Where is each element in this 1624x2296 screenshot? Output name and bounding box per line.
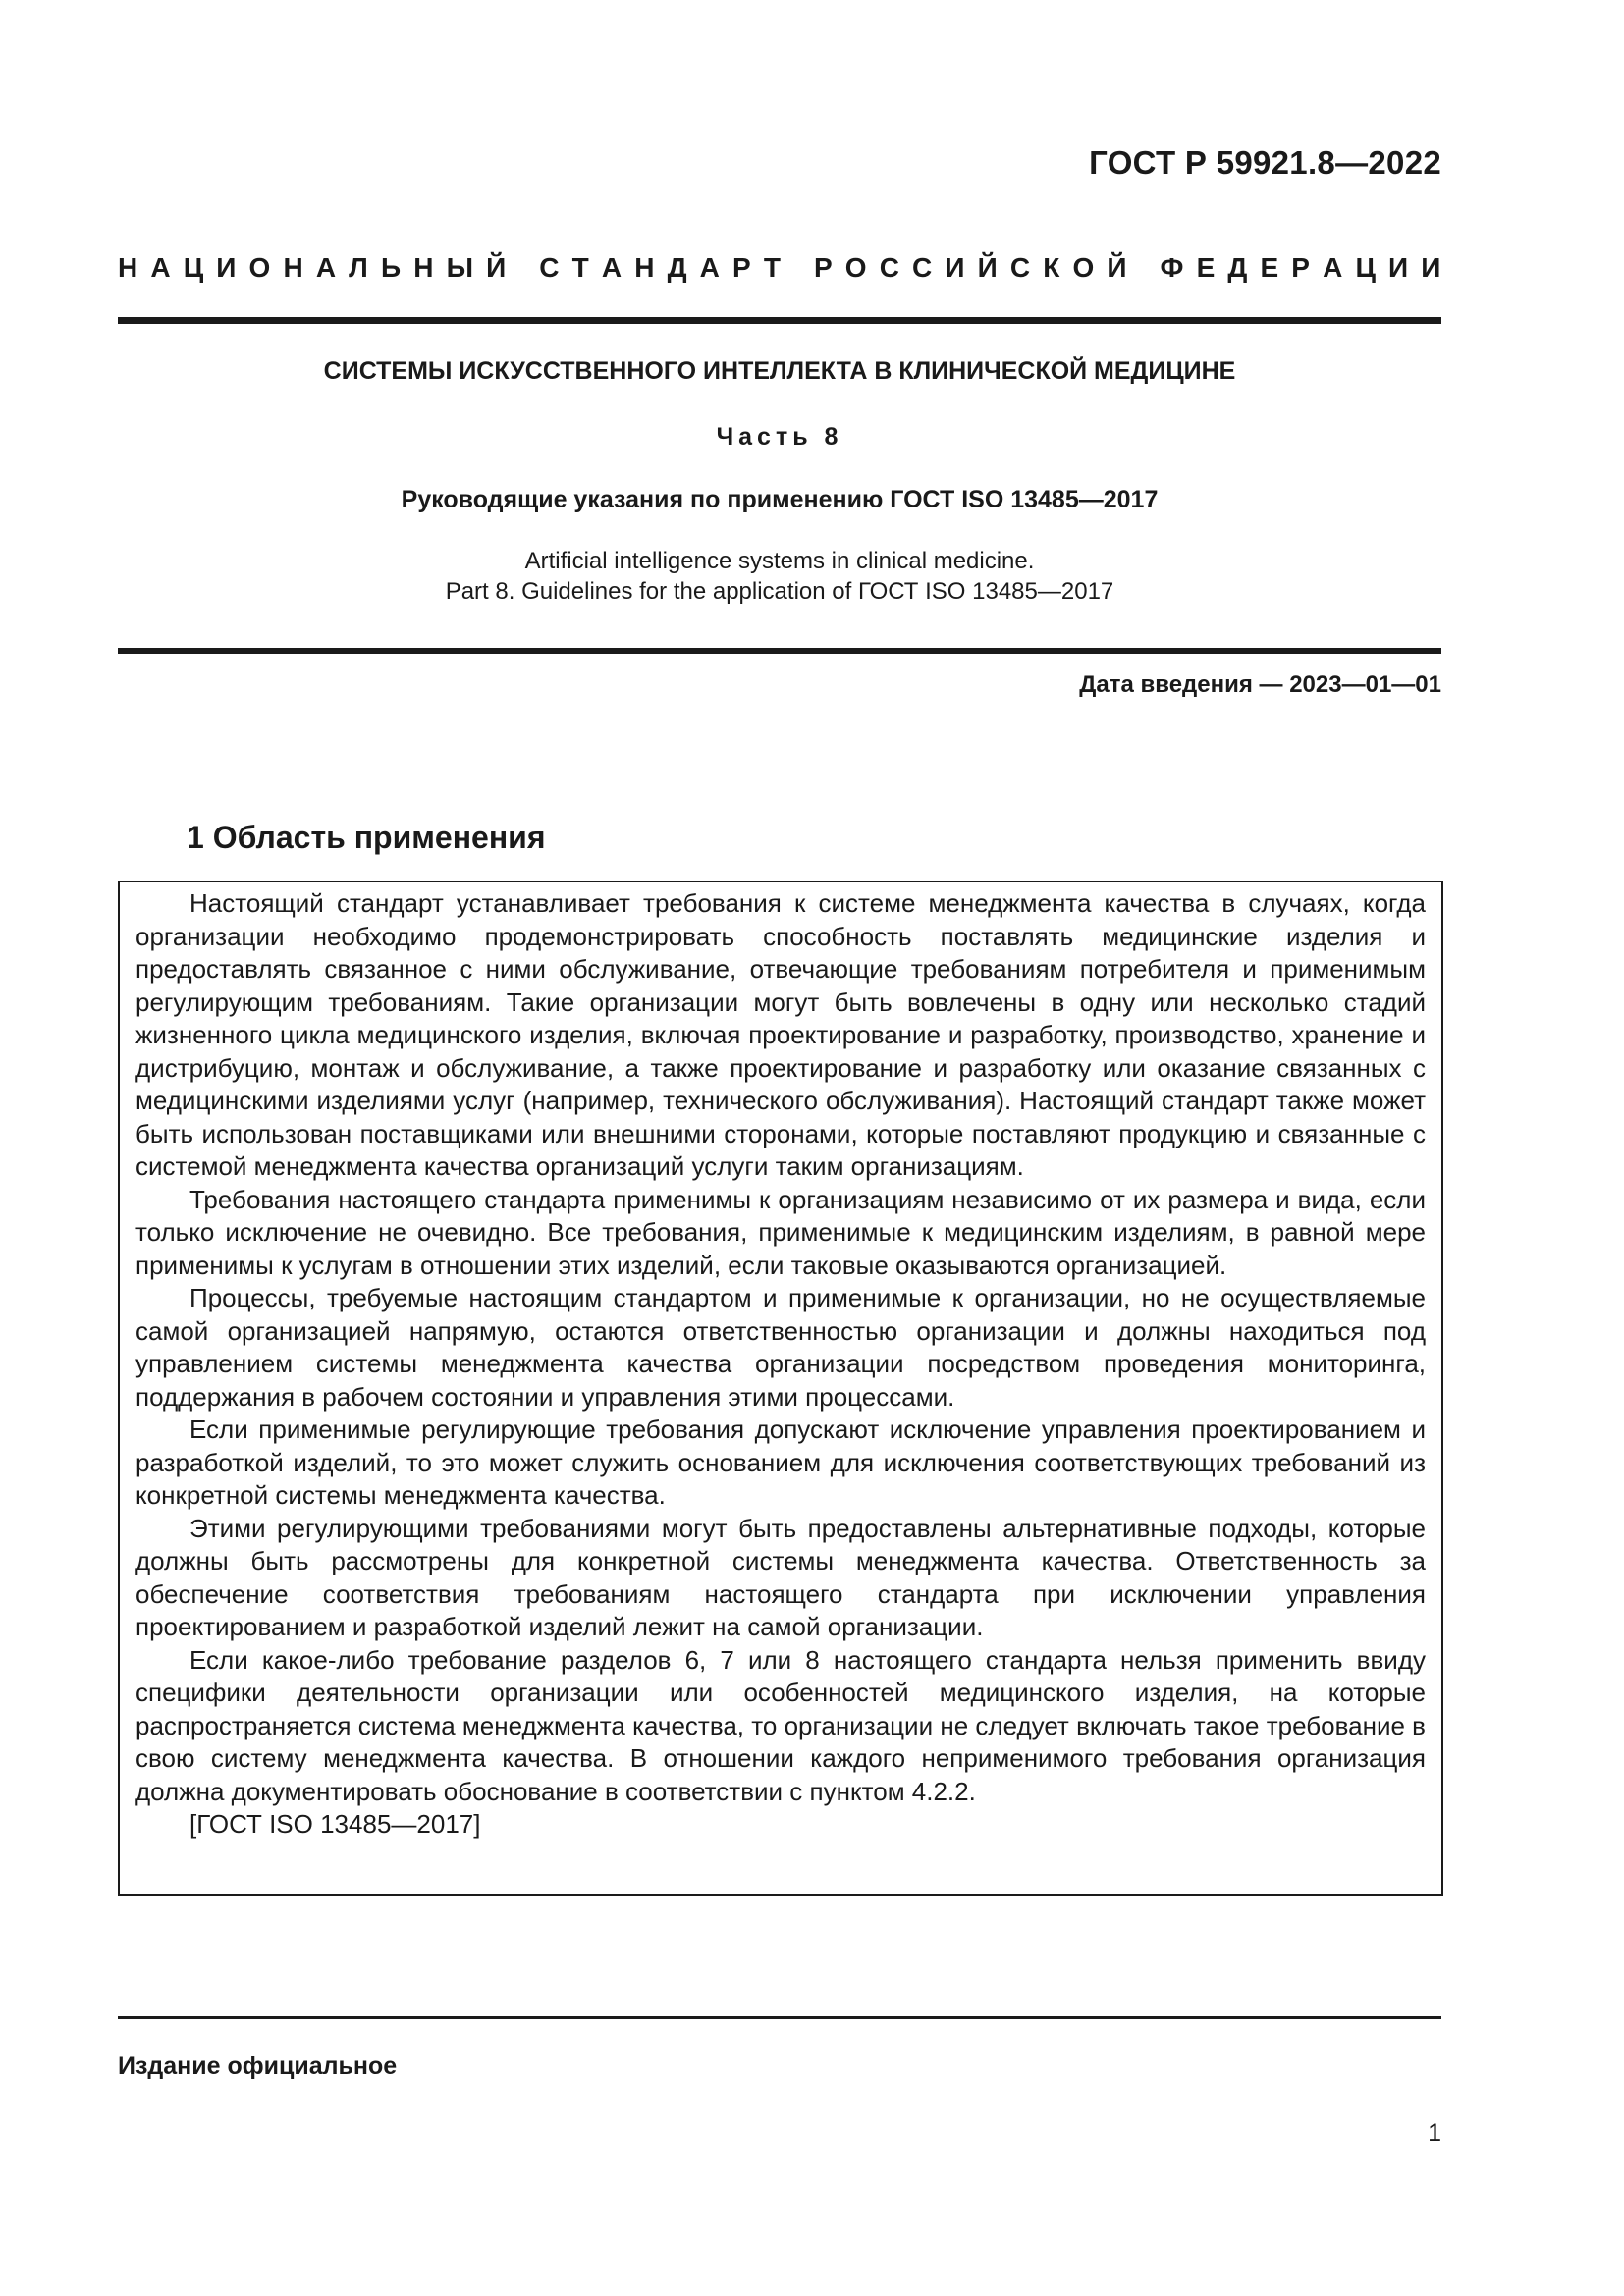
section-heading: 1 Область применения: [187, 820, 546, 855]
paragraph: Этими регулирующими требованиями могут быть предоставлены альтернативные подходы, которые должны быть рассмотрены для конкретной системы менеджмента качества. Ответственность за обеспечение соответствия требованиям настоящего стандарта при исключении управления проектированием и разработкой изделий лежит на самой организации.: [135, 1513, 1426, 1641]
header-letter: Ц: [183, 252, 204, 283]
quoted-text-box: [118, 881, 1443, 1896]
introduction-date: Дата введения — 2023—01—01: [1079, 671, 1441, 698]
header-letter: Д: [667, 252, 687, 283]
header-letter: О: [844, 252, 867, 283]
header-letter: [518, 252, 526, 284]
document-code: ГОСТ Р 59921.8—2022: [1089, 144, 1441, 181]
standard-header: [118, 252, 1441, 284]
header-letter: А: [1323, 252, 1343, 283]
header-letter: Ы: [446, 252, 473, 283]
paragraph: Если применимые регулирующие требования допускают исключение управления проектированием и разработкой изделий, то это может служить основанием для исключения соответствующих требований из конкретной системы менеджмента качества.: [135, 1415, 1426, 1510]
header-letter: Р: [813, 252, 833, 283]
edition-label: Издание официальное: [118, 2053, 398, 2080]
header-letter: Ь: [380, 252, 402, 283]
header-letter: С: [1009, 252, 1031, 283]
header-letter: О: [1072, 252, 1095, 283]
header-letter: Р: [732, 252, 751, 283]
header-letter: Н: [283, 252, 303, 283]
english-title-line-2: Part 8. Guidelines for the application of ГОСТ ISO 13485—2017: [445, 578, 1114, 605]
title-divider: [118, 648, 1441, 654]
header-letter: О: [248, 252, 271, 283]
source-reference: [ГОСТ ISO 13485—2017]: [189, 1809, 481, 1839]
header-letter: С: [879, 252, 899, 283]
header-letter: С: [912, 252, 933, 283]
page-number: 1: [1428, 2119, 1441, 2147]
header-divider: [118, 317, 1441, 324]
paragraph: Если какое-либо требование разделов 6, 7 или 8 настоящего стандарта нельзя применить ввиду специфики деятельности организации или особенностей медицинского изделия, на которые распространяется система менеджмента качества, то организации не следует включать такое требование в свою систему менеджмента качества. В отношении каждого неприменимого требования организация должна документировать обоснование в соответствии с пунктом 4.2.2.: [135, 1644, 1426, 1806]
document-subtitle: Руководящие указания по применению ГОСТ ISO 13485—2017: [401, 486, 1159, 513]
header-letter: А: [601, 252, 623, 283]
header-letter: Е: [1260, 252, 1279, 283]
header-letter: Н: [118, 252, 138, 283]
paragraph: Процессы, требуемые настоящим стандартом и применимые к организации, но не осуществляемые самой организацией напрямую, остаются ответственностью организации и должны находиться под управлением системы менеджмента качества организации посредством проведения мониторинга, поддержания в рабочем состоянии и управления этими процессами.: [135, 1283, 1426, 1412]
header-letter: Н: [634, 252, 655, 283]
header-letter: Н: [413, 252, 434, 283]
header-letter: Д: [1227, 252, 1248, 283]
header-letter: И: [1388, 252, 1409, 283]
header-letter: Й: [1107, 252, 1127, 283]
paragraph: Настоящий стандарт устанавливает требования к системе менеджмента качества в случаях, когда организации необходимо продемонстрировать способность поставлять медицинские изделия и предоставлять связанное с ними обслуживание, отвечающие требованиям потребителя и применимым регулирующим требованиям. Такие организации могут быть вовлечены в одну или несколько стадий жизненного цикла медицинского изделия, включая проектирование и разработку, производство, хранение и дистрибуцию, монтаж и обслуживание, а также проектирование и разработку или оказание связанных с медицинскими изделиями услуг (например, технического обслуживания). Настоящий стандарт также может быть использован поставщиками или внешними сторонами, которые поставляют продукцию и связанные с системой менеджмента качества организаций услуги таким организациям.: [135, 888, 1426, 1181]
header-letter: Р: [1291, 252, 1310, 283]
header-letter: Й: [977, 252, 998, 283]
header-letter: Л: [349, 252, 368, 283]
header-letter: И: [216, 252, 237, 283]
part-label: Часть 8: [716, 423, 843, 451]
header-letter: Е: [1196, 252, 1216, 283]
header-letter: [793, 252, 801, 284]
header-letter: [1140, 252, 1148, 284]
header-letter: А: [699, 252, 720, 283]
header-letter: Т: [763, 252, 781, 283]
header-letter: Ф: [1160, 252, 1184, 283]
header-letter: Ц: [1355, 252, 1376, 283]
english-title-line-1: Artificial intelligence systems in clinical medicine.: [524, 548, 1035, 574]
document-title: СИСТЕМЫ ИСКУССТВЕННОГО ИНТЕЛЛЕКТА В КЛИНИЧЕСКОЙ МЕДИЦИНЕ: [323, 357, 1236, 385]
header-letter: К: [1043, 252, 1060, 283]
header-letter: А: [150, 252, 171, 283]
header-letter: И: [945, 252, 965, 283]
header-letter: И: [1421, 252, 1441, 283]
paragraph: Требования настоящего стандарта применимы к организациям независимо от их размера и вида, если только исключение не очевидно. Все требования, применимые к медицинским изделиям, в равной мере применимы к услугам в отношении этих изделий, если таковые оказываются организацией.: [135, 1184, 1426, 1280]
footer-divider: [118, 2016, 1441, 2019]
header-letter: А: [315, 252, 337, 283]
header-letter: Й: [486, 252, 507, 283]
header-letter: С: [539, 252, 560, 283]
header-letter: Т: [571, 252, 589, 283]
